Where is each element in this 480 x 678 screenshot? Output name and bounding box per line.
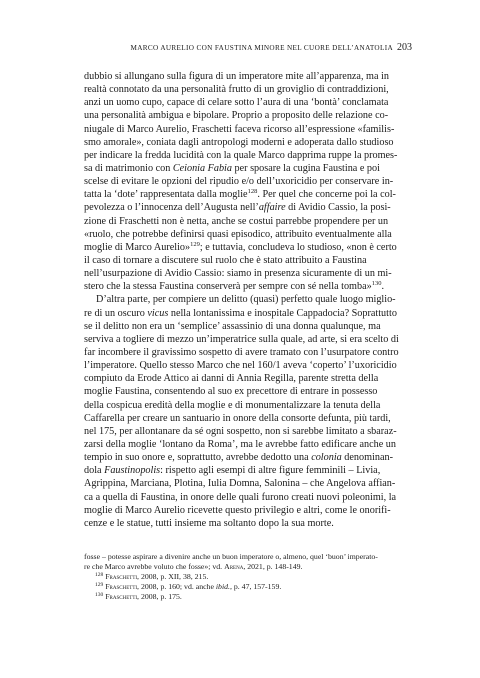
author-name: Fraschetti (105, 582, 138, 592)
text-run: , 2021, p. 148-149. (243, 562, 303, 572)
author-name: Fraschetti (105, 572, 138, 582)
text-run: . (381, 281, 384, 293)
text-run: re che Marco avrebbe voluto che fosse»; vd. (84, 562, 225, 572)
text-line: ca a quella di Faustina, in onore delle quali furono creati nuovi poleonimi, la (84, 491, 397, 503)
text-line: il caso di tornare a discutere sul ruolo che è stato attribuito a Faustina (84, 254, 367, 266)
footnote-ref[interactable]: 129 (190, 240, 200, 248)
footnote-128 (84, 572, 412, 582)
author-name: Arena (224, 562, 244, 572)
text-line: Caffarella per creare un santuario in onore della consorte defunta, più tardi, (84, 412, 391, 424)
text-line: una personalità ambigua e bipolare. Proprio a proposito delle relazione co- (84, 110, 389, 122)
italic-term: colonia (311, 452, 342, 464)
text-line: se il delitto non era un ‘semplice’ assassinio di una donna qualunque, ma (84, 320, 381, 332)
italic-term: vicus (147, 307, 169, 319)
footnote-number: 130 (95, 592, 104, 599)
italic-term: affaire (258, 202, 286, 214)
text-line (84, 241, 412, 254)
footnote-ref[interactable]: 130 (371, 280, 382, 288)
text-line: «ruolo, che potrebbe definirsi quasi episodico, attribuito eventualmente alla (84, 228, 392, 240)
running-title: MARCO AURELIO CON FAUSTINA MINORE NEL CUORE DELL’ANATOLIA (130, 44, 393, 52)
text-line: smo amorale», coniata dagli antropologi moderni e adoperata dallo studioso (84, 136, 394, 148)
footnotes (84, 552, 412, 602)
text-line (84, 280, 412, 293)
text-run: . Per quel che concerne poi la col- (257, 189, 396, 201)
text-run: , 2008, p. 175. (137, 592, 182, 602)
footnote-line: fosse – potesse aspirare a divenire anche un buon imperatore o, almeno, quel ‘buon’ imperato- (84, 552, 378, 561)
text-line: per indicare la fredda lucidità con la quale Marco dapprima ruppe la promes- (84, 149, 398, 161)
text-run: ; e tuttavia, concludeva lo studioso, «non è certo (199, 241, 397, 253)
text-run: , 2008, p. XII, 38, 215. (137, 572, 209, 582)
text-line: nell’usurpazione di Avidio Cassio: siamo in presenza sicuramente di un mi- (84, 268, 392, 280)
footnote-number: 128 (95, 572, 104, 579)
text-line: zione di Fraschetti non è netta, anche se costui parrebbe propendere per un (84, 215, 389, 227)
text-line (84, 201, 412, 214)
text-run: tempio in suo onore e, soprattutto, avrebbe dedotto una (84, 452, 312, 464)
text-run: denominan- (341, 452, 393, 464)
page-number: 203 (397, 42, 412, 53)
text-line: nel 175, per allontanare da sé ogni sospetto, non si sarebbe limitato a sbaraz- (84, 425, 397, 437)
footnote-130 (84, 592, 412, 602)
text-line: moglie Faustina, consentendo al suo ex precettore di entrare in possesso (84, 386, 378, 398)
text-run: re di un oscuro (84, 307, 148, 319)
text-line (84, 451, 412, 464)
text-run: stero che la stessa Faustina conserverà per sempre con sé nella tomba» (84, 281, 372, 293)
text-run: tatta la ‘dote’ rappresentata dalla moglie (84, 189, 248, 201)
text-run: moglie di Marco Aurelio» (84, 241, 191, 253)
text-line: far incombere il gravissimo sospetto di avere tramato con l’usurpatore contro (84, 346, 399, 358)
footnote-ref[interactable]: 128 (247, 188, 258, 196)
text-run: nella lontanissima e inospitale Cappadocia? Soprattutto (168, 307, 397, 319)
main-text (84, 70, 412, 530)
text-line: Agrippina, Marciana, Plotina, Iulia Domna, Salonina – che Angelova affian- (84, 478, 396, 490)
text-line: zarsi della moglie ‘lontano da Roma’, ma le avrebbe fatto edificare anche un (84, 438, 396, 450)
text-line: D’altra parte, per compiere un delitto (quasi) perfetto quale luogo miglio- (96, 294, 396, 306)
footnote-129 (84, 582, 412, 592)
text-line (84, 464, 412, 477)
text-run: , 2008, p. 160; vd. anche (137, 582, 216, 592)
italic-name: Ceionia Fabia (172, 162, 232, 174)
text-line: compiuto da Erode Attico ai danni di Annia Regilla, parente stretta della (84, 373, 379, 385)
footnote-line (84, 562, 412, 572)
text-line: niugale di Marco Aurelio, Fraschetti faceva ricorso all’espressione «familis- (84, 123, 395, 135)
text-line (84, 307, 412, 320)
text-line: l’imperatore. Quello stesso Marco che nel 160/1 aveva ‘coperto’ l’uxoricidio (84, 360, 397, 372)
text-run: sa di matrimonio con (84, 162, 173, 174)
text-line: anzi un uomo cupo, capace di celare sotto l’aura di una ‘bontà’ conclamata (84, 97, 389, 109)
text-line: scelse di evitare le opzioni del ripudio e/o dell’uxoricidio per conservare in- (84, 176, 394, 188)
text-line: moglie di Marco Aurelio ricevette questo privilegio e altri, come le onorifi- (84, 504, 391, 516)
text-run: pevolezza o l’innocenza dell’Augusta nell’ (84, 202, 259, 214)
italic-term: ibid. (215, 582, 230, 592)
text-line (84, 188, 412, 201)
text-run: per sposare la cugina Faustina e poi (231, 162, 380, 174)
text-run: , p. 47, 157-159. (229, 582, 282, 592)
text-line: dubbio si allungano sulla figura di un imperatore mite all’apparenza, ma in (84, 71, 389, 82)
text-line: realtà connotato da una personalità frutto di un groviglio di contraddizioni, (84, 84, 389, 96)
italic-name: Faustinopolis (104, 465, 161, 477)
text-line (84, 162, 412, 175)
footnote-number: 129 (95, 582, 104, 589)
text-run: di Avidio Cassio, la posi- (285, 202, 391, 214)
text-line: cenze e le statue, tutti insieme ma soltanto dopo la sua morte. (84, 517, 334, 529)
text-line: della cospicua eredità della moglie e di monumentalizzare la tenuta della (84, 399, 381, 411)
text-run: : rispetto agli esempi di altre figure femminili – Livia, (160, 465, 381, 477)
text-run: dola (84, 465, 105, 477)
author-name: Fraschetti (105, 592, 138, 602)
text-line: serviva a togliere di mezzo un’imperatrice sulla quale, ad arte, si era scelto di (84, 333, 399, 345)
running-header (84, 42, 412, 53)
